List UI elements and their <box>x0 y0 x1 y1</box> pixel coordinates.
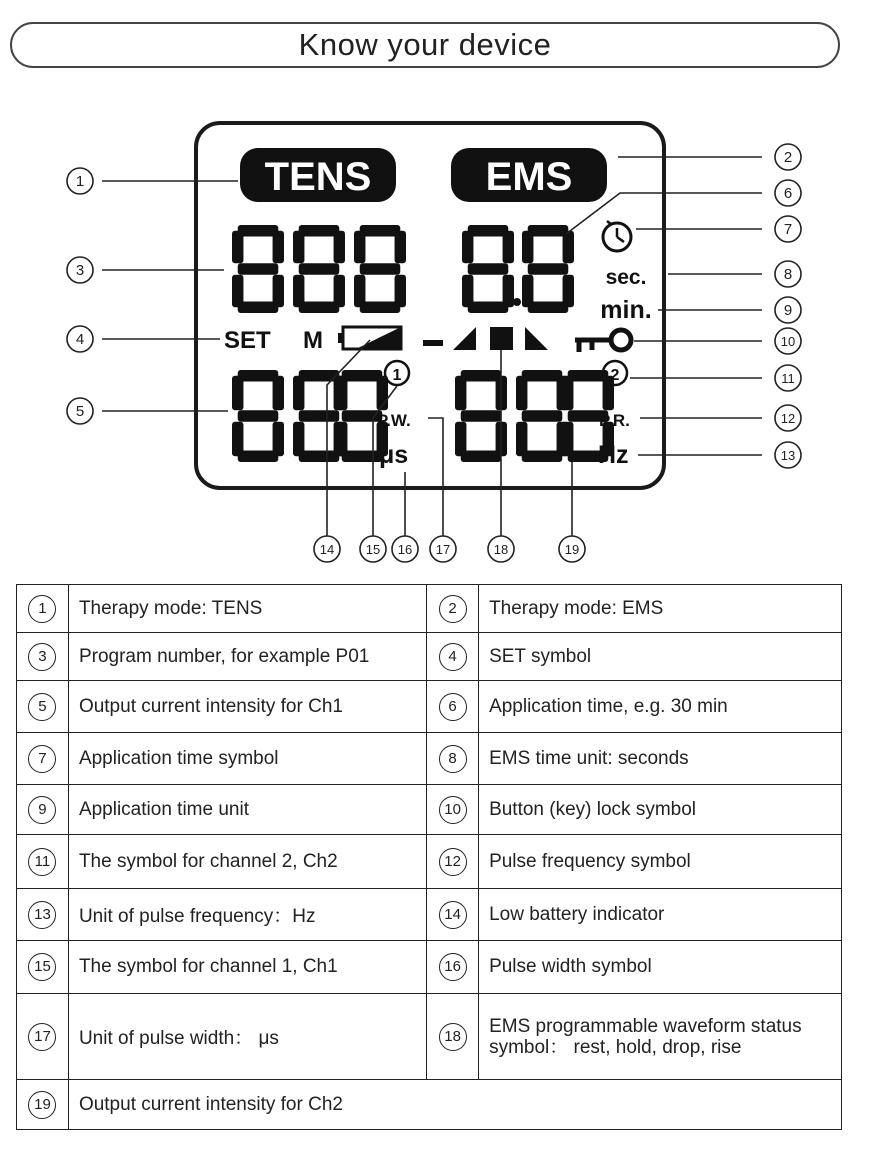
lcd-segment <box>462 231 473 264</box>
header-bar <box>10 22 840 68</box>
lcd-segment <box>273 422 284 457</box>
tens-label: TENS <box>264 155 372 199</box>
lcd-segment <box>395 231 406 264</box>
legend-description: Application time, e.g. 30 min <box>479 681 842 733</box>
svg-text:8: 8 <box>783 266 793 283</box>
legend-number: 4 <box>439 643 467 671</box>
legend-row <box>17 941 842 994</box>
legend-description: Therapy mode: EMS <box>479 585 842 633</box>
svg-text:10: 10 <box>780 334 796 349</box>
svg-text:3: 3 <box>75 262 85 279</box>
lcd-segment <box>299 225 340 236</box>
lcd-segment <box>232 376 243 411</box>
svg-text:19: 19 <box>564 542 580 557</box>
legend-number: 15 <box>28 953 56 981</box>
program-number-digits <box>232 225 406 313</box>
legend-number: 2 <box>439 595 467 623</box>
legend-number: 12 <box>439 848 467 876</box>
callout-10 <box>775 328 801 354</box>
callout-8 <box>775 261 801 287</box>
callout-3 <box>67 257 93 283</box>
lcd-segment <box>238 302 279 313</box>
lcd-segment <box>273 275 284 308</box>
lcd-segment <box>360 263 401 274</box>
lcd-segment <box>293 376 304 411</box>
lcd-segment <box>455 422 466 457</box>
page-title: Know your device <box>298 27 552 62</box>
lcd-segment <box>503 231 514 264</box>
svg-text:4: 4 <box>75 331 85 348</box>
lcd-segment <box>293 231 304 264</box>
legend-description: The symbol for channel 2, Ch2 <box>68 835 426 889</box>
callout-13 <box>775 442 801 468</box>
lcd-segment <box>273 231 284 264</box>
lcd-segment <box>503 275 514 308</box>
lcd-segment <box>299 263 340 274</box>
legend-description: Application time symbol <box>68 733 426 785</box>
legend-number: 9 <box>28 796 56 824</box>
svg-text:12: 12 <box>780 411 796 426</box>
lcd-segment <box>455 376 466 411</box>
lcd-segment <box>563 231 574 264</box>
svg-text:5: 5 <box>75 403 85 420</box>
legend-row <box>17 994 842 1080</box>
lcd-segment <box>238 370 279 381</box>
lcd-segment <box>273 376 284 411</box>
legend-description: Application time unit <box>68 785 426 835</box>
lcd-segment <box>461 370 502 381</box>
ems-badge <box>451 148 607 202</box>
callout-16 <box>392 536 418 562</box>
svg-text:1: 1 <box>392 367 402 384</box>
lcd-segment <box>522 275 533 308</box>
lcd-segment <box>299 370 340 381</box>
callout-2 <box>775 144 801 170</box>
legend-number: 18 <box>439 1023 467 1051</box>
lcd-segment <box>299 451 340 462</box>
svg-text:15: 15 <box>365 542 381 557</box>
callout-17 <box>430 536 456 562</box>
low-battery-icon <box>338 327 401 349</box>
legend-description: SET symbol <box>479 633 842 681</box>
legend-description: Program number, for example P01 <box>68 633 426 681</box>
svg-text:7: 7 <box>783 221 793 238</box>
lcd-segment <box>342 451 383 462</box>
set-label: SET <box>224 327 271 354</box>
ch2-intensity-digits <box>455 370 614 462</box>
key-lock-icon <box>575 330 631 352</box>
lcd-segment <box>336 422 347 457</box>
svg-text:13: 13 <box>780 448 796 463</box>
callout-18 <box>488 536 514 562</box>
lcd-segment <box>232 275 243 308</box>
lcd-segment <box>522 451 563 462</box>
svg-text:18: 18 <box>493 542 509 557</box>
callout-11 <box>775 365 801 391</box>
legend-number: 13 <box>28 901 56 929</box>
lcd-segment <box>563 275 574 308</box>
ch1-symbol <box>385 361 409 385</box>
waveform-hold-icon <box>490 327 513 350</box>
svg-text:1: 1 <box>75 173 85 190</box>
decimal-point <box>513 298 521 306</box>
legend-row <box>17 681 842 733</box>
lcd-segment <box>354 275 365 308</box>
callout-6 <box>775 180 801 206</box>
legend-row <box>17 1080 842 1130</box>
legend-row <box>17 733 842 785</box>
callout-15 <box>360 536 386 562</box>
lcd-segment <box>562 376 573 411</box>
legend-row <box>17 585 842 633</box>
legend-row <box>17 835 842 889</box>
legend-description: Unit of pulse width： μs <box>68 994 426 1080</box>
svg-text:14: 14 <box>319 542 335 557</box>
svg-text:9: 9 <box>783 302 793 319</box>
legend-description: The symbol for channel 1, Ch1 <box>68 941 426 994</box>
lcd-segment <box>334 231 345 264</box>
legend-description: Pulse frequency symbol <box>479 835 842 889</box>
min-label: min. <box>600 296 652 324</box>
callout-9 <box>775 297 801 323</box>
us-label: μs <box>379 441 409 469</box>
lcd-segment <box>238 451 279 462</box>
lcd-segment <box>238 225 279 236</box>
lcd-segment <box>238 410 279 421</box>
hz-label: Hz <box>598 441 629 469</box>
ch1-intensity-digits <box>232 370 388 462</box>
lcd-segment <box>293 422 304 457</box>
waveform-rise-icon <box>453 327 476 350</box>
lcd-segment <box>468 263 509 274</box>
lcd-segment <box>354 231 365 264</box>
svg-text:2: 2 <box>610 367 620 384</box>
legend-row <box>17 633 842 681</box>
legend-number: 3 <box>28 643 56 671</box>
lcd-diagram <box>0 110 872 580</box>
lcd-segment <box>334 275 345 308</box>
legend-number: 14 <box>439 901 467 929</box>
legend-description: Output current intensity for Ch2 <box>68 1080 841 1130</box>
lcd-segment <box>522 231 533 264</box>
waveform-drop-icon <box>525 327 548 350</box>
callout-1 <box>67 168 93 194</box>
legend-description: Therapy mode: TENS <box>68 585 426 633</box>
legend-description: EMS time unit: seconds <box>479 733 842 785</box>
callout-numbers <box>67 144 801 562</box>
lcd-segment <box>238 263 279 274</box>
lcd-segment <box>516 376 527 411</box>
svg-text:17: 17 <box>435 542 451 557</box>
m-label: M <box>303 327 323 354</box>
lcd-segment <box>336 376 347 411</box>
lcd-segment <box>468 225 509 236</box>
lcd-segment <box>342 370 383 381</box>
ems-label: EMS <box>485 155 573 199</box>
callout-5 <box>67 398 93 424</box>
callout-7 <box>775 216 801 242</box>
lcd-segment <box>461 451 502 462</box>
legend-description: Pulse width symbol <box>479 941 842 994</box>
legend-description: Output current intensity for Ch1 <box>68 681 426 733</box>
lcd-segment <box>461 410 502 421</box>
lcd-segment <box>293 275 304 308</box>
lcd-segment <box>528 263 569 274</box>
lcd-segment <box>360 225 401 236</box>
lcd-segment <box>299 302 340 313</box>
lcd-segment <box>516 422 527 457</box>
legend-row <box>17 889 842 941</box>
lcd-segment <box>468 302 509 313</box>
lcd-segment <box>360 302 401 313</box>
lcd-segment <box>299 410 340 421</box>
svg-text:6: 6 <box>783 185 793 202</box>
callout-12 <box>775 405 801 431</box>
legend-description: Unit of pulse frequency：Hz <box>68 889 426 941</box>
callout-19 <box>559 536 585 562</box>
sec-label: sec. <box>605 266 647 289</box>
svg-text:2: 2 <box>783 149 793 166</box>
legend-table <box>16 584 842 1130</box>
callout-14 <box>314 536 340 562</box>
legend-description: EMS programmable waveform status symbol： rest, hold, drop, rise <box>479 994 842 1080</box>
svg-text:11: 11 <box>781 371 795 386</box>
lcd-segment <box>462 275 473 308</box>
waveform-rest-icon <box>423 340 443 346</box>
legend-description: Button (key) lock symbol <box>479 785 842 835</box>
legend-number: 17 <box>28 1023 56 1051</box>
legend-number: 11 <box>28 848 56 876</box>
lcd-segment <box>522 410 563 421</box>
lcd-segment <box>395 275 406 308</box>
lcd-segment <box>232 422 243 457</box>
lcd-segment <box>522 370 563 381</box>
lcd-segment <box>528 225 569 236</box>
clock-icon <box>603 221 631 251</box>
pr-label: P.R. <box>599 411 630 430</box>
lcd-segment <box>562 422 573 457</box>
legend-number: 1 <box>28 595 56 623</box>
lcd-segment <box>232 231 243 264</box>
legend-description: Low battery indicator <box>479 889 842 941</box>
callout-4 <box>67 326 93 352</box>
legend-number: 5 <box>28 693 56 721</box>
legend-number: 6 <box>439 693 467 721</box>
lcd-segment <box>528 302 569 313</box>
legend-number: 8 <box>439 745 467 773</box>
legend-number: 16 <box>439 953 467 981</box>
tens-badge <box>240 148 396 202</box>
legend-number: 7 <box>28 745 56 773</box>
legend-number: 19 <box>28 1091 56 1119</box>
pw-label: P.W. <box>377 411 411 430</box>
svg-text:16: 16 <box>397 542 413 557</box>
legend-number: 10 <box>439 796 467 824</box>
legend-row <box>17 785 842 835</box>
